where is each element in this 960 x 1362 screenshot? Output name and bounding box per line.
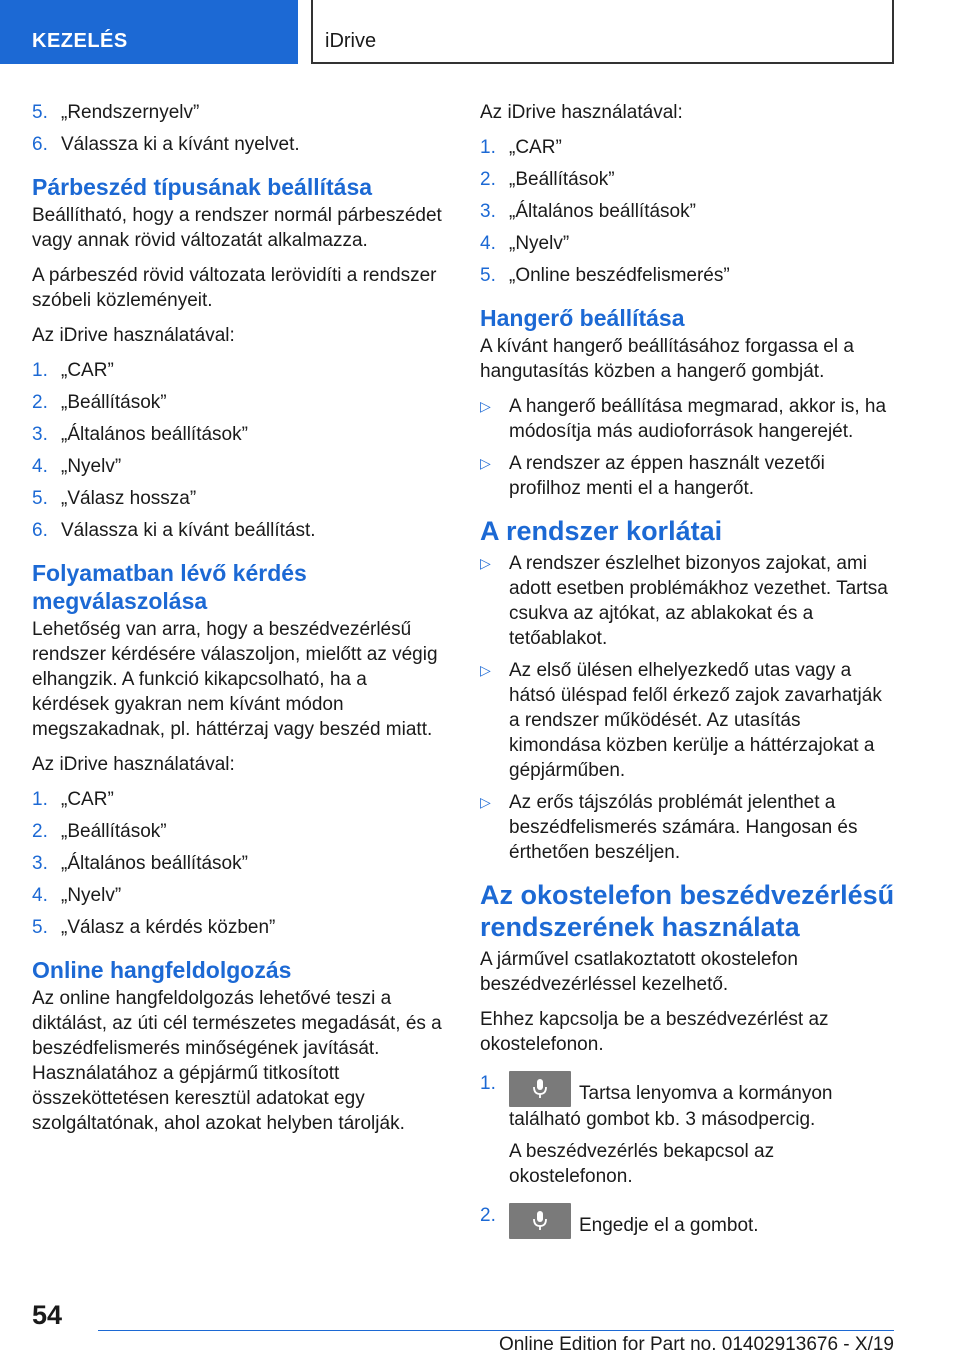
section-tab bbox=[0, 0, 298, 64]
page-number: 54 bbox=[32, 1300, 63, 1330]
list-item: 5. „Online beszédfelismerés” bbox=[480, 265, 730, 286]
list-item: 4. „Nyelv” bbox=[32, 456, 122, 477]
list-item: 5. „Válasz a kérdés közben” bbox=[32, 917, 276, 938]
list-item: 5. „Válasz hossza” bbox=[32, 488, 197, 509]
paragraph: Beállítható, hogy a rendszer normál párbeszédet vagy annak rövid változatát alkalmazza. bbox=[32, 205, 442, 251]
list-item: 3. „Általános beállítások” bbox=[480, 201, 696, 222]
triangle-right-icon: ▷ bbox=[480, 455, 491, 471]
list-item: 2. „Beállítások” bbox=[480, 169, 615, 190]
paragraph: Az iDrive használatával: bbox=[32, 325, 235, 346]
bullet-item: ▷ A hangerő beállítása megmarad, akkor is, ha módosítja más audioforrások hangerejét. bbox=[480, 396, 887, 442]
list-item: 4. „Nyelv” bbox=[480, 233, 570, 254]
list-item: 6. Válassza ki a kívánt beállítást. bbox=[32, 520, 316, 541]
microphone-icon bbox=[531, 1078, 549, 1100]
microphone-button-image bbox=[509, 1203, 571, 1239]
paragraph: Az iDrive használatával: bbox=[32, 754, 235, 775]
list-item: 2. „Beállítások” bbox=[32, 821, 167, 842]
list-item: 3. „Általános beállítások” bbox=[32, 424, 248, 445]
heading-system-limits: A rendszer korlátai bbox=[480, 516, 723, 546]
list-item: 1. „CAR” bbox=[32, 360, 114, 381]
list-item: 3. „Általános beállítások” bbox=[32, 853, 248, 874]
paragraph: Lehetőség van arra, hogy a beszédvezérlésű rendszer kérdésére válaszoljon, mielőtt az végig elhangzik. A funkció kikapcsolható, ha a kérdések gyakran nem kívánt módon megszakadnak, pl. háttérzaj vagy beszéd miatt. bbox=[32, 619, 438, 740]
paragraph: Az online hangfeldolgozás lehetővé teszi a diktálást, az úti cél természetes megadását, és a beszédfelismerés minőségének javítását. Használatához a gépjármű titkosított összeköttetésen keresztül adatokat egy szolgáltatónak, ahol azokat helyben tárolják. bbox=[32, 988, 442, 1134]
bullet-item: ▷ Az erős tájszólás problémát jelenthet a beszédfelismerés számára. Hangosan és érthetően beszéljen. bbox=[480, 792, 858, 863]
triangle-right-icon: ▷ bbox=[480, 794, 491, 810]
list-item: 5. „Rendszernyelv” bbox=[32, 102, 200, 123]
paragraph: Ehhez kapcsolja be a beszédvezérlést az okostelefonon. bbox=[480, 1009, 829, 1055]
heading-dialog-type: Párbeszéd típusának beállítása bbox=[32, 174, 373, 200]
heading-pending-question: Folyamatban lévő kérdés megválaszolása bbox=[32, 560, 307, 614]
list-item: 1. „CAR” bbox=[480, 137, 562, 158]
bullet-item: ▷ Az első ülésen elhelyezkedő utas vagy a hátsó üléspad felől érkező zajok zavarhatják a rendszer működését. Az utasítás kimondása közben kerülje a háttérzajokat a gépjárműben. bbox=[480, 660, 882, 781]
bullet-item: ▷ A rendszer észlelhet bizonyos zajokat, ami adott esetben problémákhoz vezethet. Tartsa csukva az ajtókat, az ablakokat és a tetőablakot. bbox=[480, 553, 888, 649]
list-item: 1. „CAR” bbox=[32, 789, 114, 810]
paragraph: A beszédvezérlés bekapcsol az okostelefonon. bbox=[509, 1141, 775, 1187]
section-title: KEZELÉS bbox=[32, 30, 128, 52]
heading-online-voice: Online hangfeldolgozás bbox=[32, 957, 292, 983]
step-item: 2. Engedje el a gombot. bbox=[480, 1203, 896, 1239]
paragraph: A járművel csatlakoztatott okostelefon beszédvezérléssel kezelhető. bbox=[480, 949, 798, 995]
step-item: 1. Tartsa lenyomva a kormányon található gombot kb. 3 másodpercig. bbox=[480, 1073, 833, 1130]
right-column bbox=[480, 100, 896, 1246]
edition-footer: Online Edition for Part no. 01402913676 - X/19 bbox=[498, 1334, 894, 1355]
microphone-button-image bbox=[509, 1071, 571, 1107]
microphone-icon bbox=[531, 1210, 549, 1232]
paragraph: A párbeszéd rövid változata lerövidíti a rendszer szóbeli közleményeit. bbox=[32, 265, 437, 311]
list-item: 6. Válassza ki a kívánt nyelvet. bbox=[32, 134, 300, 155]
bullet-item: ▷ A rendszer az éppen használt vezetői profilhoz menti el a hangerőt. bbox=[480, 453, 825, 499]
triangle-right-icon: ▷ bbox=[480, 398, 491, 414]
triangle-right-icon: ▷ bbox=[480, 555, 491, 571]
paragraph: Az iDrive használatával: bbox=[480, 102, 683, 123]
footer-divider bbox=[98, 1330, 894, 1331]
chapter-tab bbox=[311, 0, 894, 64]
triangle-right-icon: ▷ bbox=[480, 662, 491, 678]
list-item: 4. „Nyelv” bbox=[32, 885, 122, 906]
chapter-title: iDrive bbox=[325, 30, 377, 52]
left-column bbox=[32, 100, 448, 1146]
heading-volume: Hangerő beállítása bbox=[480, 305, 685, 331]
list-item: 2. „Beállítások” bbox=[32, 392, 167, 413]
paragraph: A kívánt hangerő beállításához forgassa el a hangutasítás közben a hangerő gombját. bbox=[480, 336, 854, 382]
heading-smartphone-voice: Az okostelefon beszédvezérlésű rendszerének használata bbox=[480, 880, 895, 942]
